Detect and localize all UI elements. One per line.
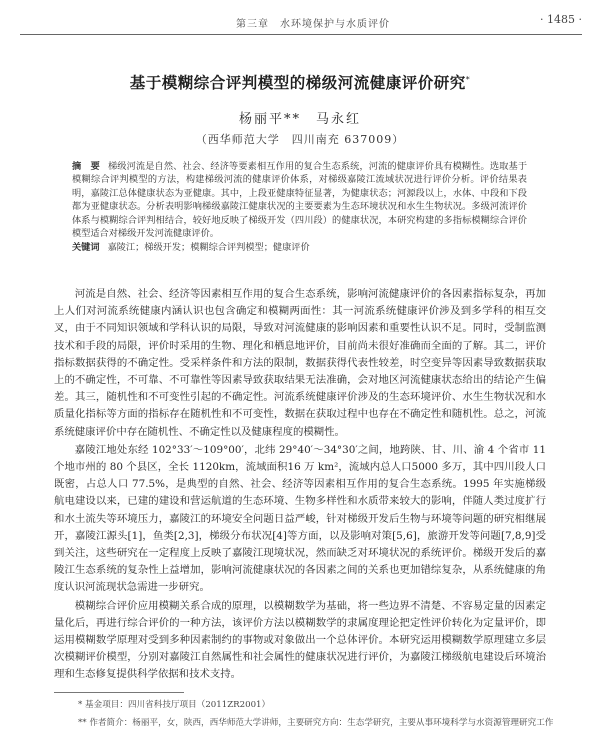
keywords-label: 关键词: [72, 242, 100, 254]
body-paragraph: 模糊综合评价应用模糊关系合成的原理，以模糊数学为基础，将一些边界不清楚、不容易定量的因素定量化后，再进行综合评价的一种方法，该评价方法以模糊数学的隶属度理论把定性评价转化为定量评价，即运用模糊数学原理对受到多种因素制约的事物或对象做出一个总体评价。本研究运用模糊数学原理建立多层次模糊评价模型，分别对嘉陵江自然属性和社会属性的健康状况进行评价，为嘉陵江梯级航电建设后环境治理和生态修复提供科学依据和技术支持。: [54, 599, 546, 681]
keywords-text: 嘉陵江；梯级开发；模糊综合评判模型；健康评价: [107, 242, 310, 254]
paper-title-text: 基于模糊综合评判模型的梯级河流健康评价研究: [129, 74, 466, 92]
keywords: [72, 241, 527, 254]
affiliation: （西华师范大学 四川南充 637009）: [195, 133, 405, 146]
body-text: [54, 286, 546, 684]
abstract-text: 梯级河流是自然、社会、经济等要素相互作用的复合生态系统，河流的健康评价具有模糊性。选取基于模糊综合评判模型的方法，构建梯级河流的健康评价体系，对梯级嘉陵江流域状况进行评价分析。评价结果表明，嘉陵江总体健康状态为亚健康。其中，上段亚健康特征显著，为健康状态；河源段以上，水体、中段和下段都为亚健康状态。分析表明影响梯级嘉陵江健康状况的主要要素为生态环境状况和水生生物状况。多级河流评价体系与模糊综合评判相结合，较好地反映了梯级开发（四川段）的健康状况，本研究构建的多指标模糊综合评价模型适合对梯级开发河流健康评价。: [72, 161, 528, 240]
paper-title: [0, 71, 600, 93]
footnote-funding: * 基金项目：四川省科技厅项目（2011ZR2001）: [78, 700, 271, 710]
running-header: 第三章 水环境保护与水质评价: [236, 19, 390, 30]
body-paragraph: 嘉陵江地处东经 102°33′～109°00′，北纬 29°40′～34°30′之间，地跨陕、甘、川、渝 4 个省市 11 个地市州的 80 个县区，全长 1120km，流域面积16 万 km²，流域内总人口5000 多万，其中四川段人口既密，占总人口 77.5%，是典型的自然、社会、经济等因素相互作用的复合生态系统。1995 年实施梯级航电建设以来，已建的建设和营运航道的生态环境、生物多样性和水质带来较大的影响，伴随人类过度扩行和水土流失等环境压力，嘉陵江的环境安全问题日益严峻，针对梯级开发后生物与环境等问题的研究相继展开，嘉陵江源头[1]，鱼类[2,3]，梯级分布状况[4]等方面，以及影响对策[5,6]，旅游开发等问题[7,8,9]受到关注，这些研究在一定程度上反映了嘉陵江现境状况，然而缺乏对环境状况的系统评价。梯级开发后的嘉陵江生态系统的复杂性上益增加，影响河流健康状况的各因素之间的关系也更加错综复杂，从系统健康的角度认识河流现状急需进一步研究。: [54, 443, 546, 594]
footnote-rule: [54, 692, 184, 693]
abstract: [72, 160, 527, 240]
authors: 杨丽平** 马永红: [238, 112, 361, 127]
header-rule: [20, 34, 582, 35]
abstract-block: [72, 160, 527, 255]
abstract-label: 摘 要: [72, 161, 100, 172]
footnote-author: ** 作者简介：杨丽平，女，陕西，西华师范大学讲师，主要研究方向：生态学研究，主要从事环境科学与水资源管理研究工作: [78, 718, 554, 728]
page-number: · 1485 ·: [540, 13, 582, 26]
body-paragraph: 河流是自然、社会、经济等因素相互作用的复合生态系统，影响河流健康评价的各因素指标复杂，再加上人们对河流系统健康内涵认识也包含确定和模糊两面性：其一河流系统健康评价涉及到多学科的相互交叉，由于不同知识领域和学科认识的局限，导致对河流健康的影响因素和重要性认识不足。同时，受制监测技术和手段的局限，评价时采用的生物、理化和栖息地评价，目前尚未很好准确而全面的了解。其二，评价指标数据获得的不确定性。受采样条件和方法的限制，数据获得代表性较差，时空变异等因素导致数据获取上的不确定性，不可靠、不可靠性等因素导致获取结果无法准确，会对地区河流健康状态给出的结论产生偏差。其三，随机性和不可变性引起的不确定性。河流系统健康评价涉及的生态环境评价、水生生物状况和水质量化指标等方面的指标存在随机性和不可变性，数据在获取过程中也存在不确定性和随机性。总之，河流系统健康评价中存在随机性、不确定性以及健康程度的模糊性。: [54, 288, 546, 438]
title-footnote-mark: *: [465, 74, 471, 84]
